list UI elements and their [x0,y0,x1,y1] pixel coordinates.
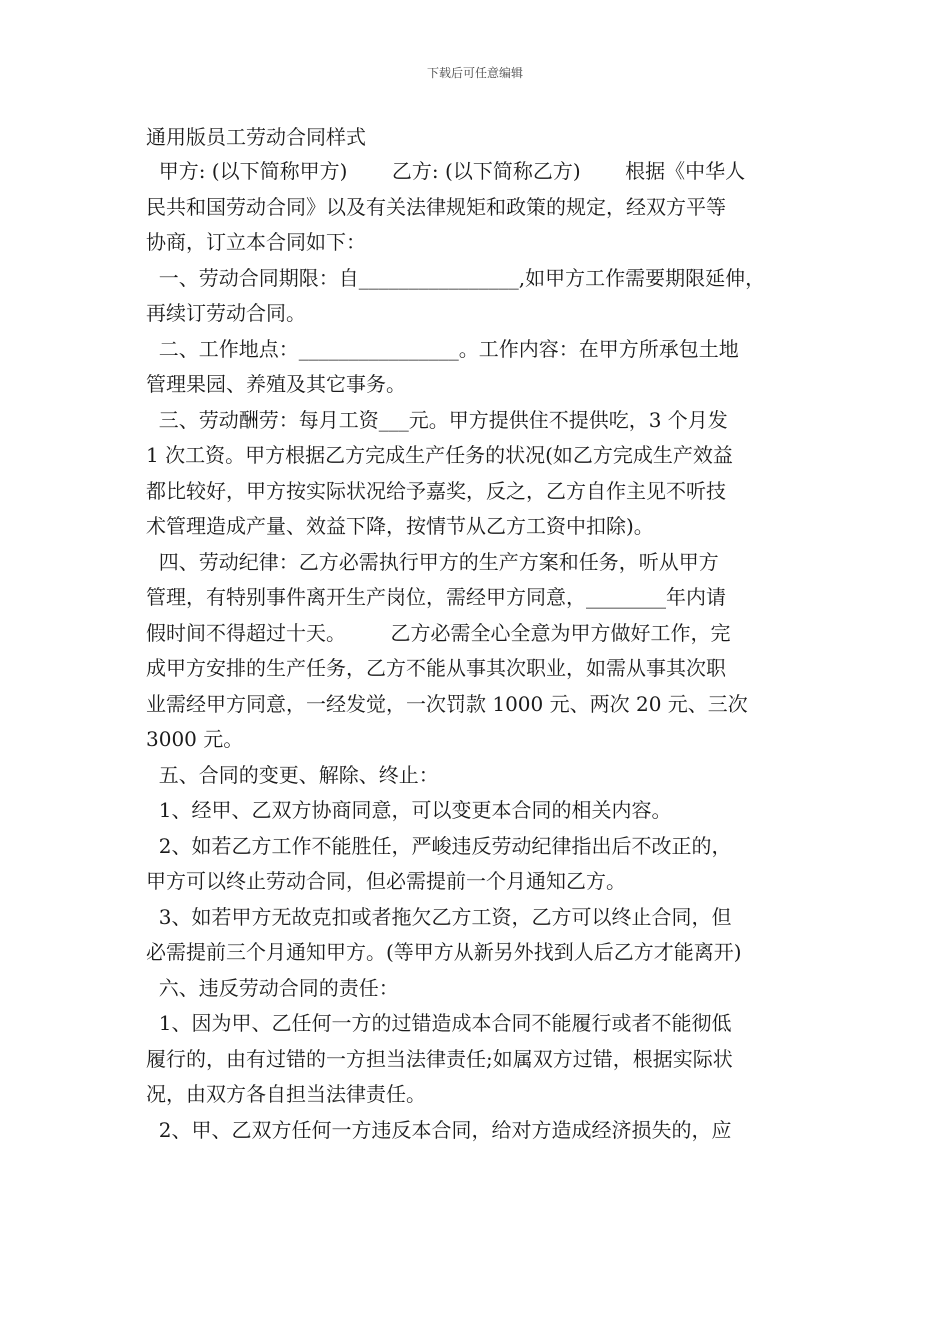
document-body [146,122,816,1148]
page-header: 下载后可任意编辑 [426,66,523,80]
paragraph-line: 必需提前三个月通知甲方。(等甲方从新另外找到人后乙方才能离开) [146,940,742,964]
paragraph-line: 成甲方安排的生产任务，乙方不能从事其次职业，如需从事其次职 [146,656,726,680]
paragraph-line: 都比较好，甲方按实际状况给予嘉奖，反之，乙方自作主见不听技 [146,478,726,503]
paragraph-line: 术管理造成产量、效益下降，按情节从乙方工资中扣除)。 [146,514,654,538]
paragraph-line: 2、如若乙方工作不能胜任，严峻违反劳动纪律指出后不改正的， [146,833,732,858]
paragraph-line: 3000 元。 [146,727,244,751]
paragraph-line: 履行的，由有过错的一方担当法律责任;如属双方过错，根据实际状 [146,1046,733,1071]
document-title: 通用版员工劳动合同样式 [146,125,366,149]
paragraph-line: 民共和国劳动合同》以及有关法律规矩和政策的规定，经双方平等 [146,194,726,219]
paragraph-line: 四、劳动纪律：乙方必需执行甲方的生产方案和任务，听从甲方 [146,549,719,574]
paragraph-line: 管理，有特别事件离开生产岗位，需经甲方同意，________年内请 [146,585,726,609]
paragraph-line: 甲方可以终止劳动合同，但必需提前一个月通知乙方。 [146,869,626,893]
paragraph-line: 甲方: (以下简称甲方) 乙方: (以下简称乙方) 根据《中华人 [146,159,746,183]
paragraph-line: 1、经甲、乙双方协商同意，可以变更本合同的相关内容。 [146,798,672,822]
paragraph-line: 业需经甲方同意，一经发觉，一次罚款 1000 元、两次 20 元、三次 [146,691,748,716]
paragraph-line: 一、劳动合同期限：自________________,如甲方工作需要期限延伸， [146,265,766,290]
paragraph-line: 况，由双方各自担当法律责任。 [146,1082,426,1106]
paragraph-line: 协商，订立本合同如下： [146,230,366,254]
paragraph-line: 假时间不得超过十天。 乙方必需全心全意为甲方做好工作，完 [146,620,731,645]
paragraph-line: 五、合同的变更、解除、终止： [146,762,439,787]
paragraph-line: 管理果园、养殖及其它事务。 [146,372,406,396]
paragraph-line: 再续订劳动合同。 [146,301,306,325]
paragraph-line: 1、因为甲、乙任何一方的过错造成本合同不能履行或者不能彻低 [146,1011,732,1035]
paragraph-line: 二、工作地点：________________。工作内容：在甲方所承包土地 [146,336,739,361]
paragraph-line: 六、违反劳动合同的责任： [146,975,399,1000]
paragraph-line: 三、劳动酬劳：每月工资___元。甲方提供住不提供吃，3 个月发 [146,407,728,432]
paragraph-line: 3、如若甲方无故克扣或者拖欠乙方工资，乙方可以终止合同，但 [146,904,732,929]
paragraph-line: 2、甲、乙双方任何一方违反本合同，给对方造成经济损失的，应 [146,1117,732,1142]
paragraph-line: 1 次工资。甲方根据乙方完成生产任务的状况(如乙方完成生产效益 [146,443,733,467]
